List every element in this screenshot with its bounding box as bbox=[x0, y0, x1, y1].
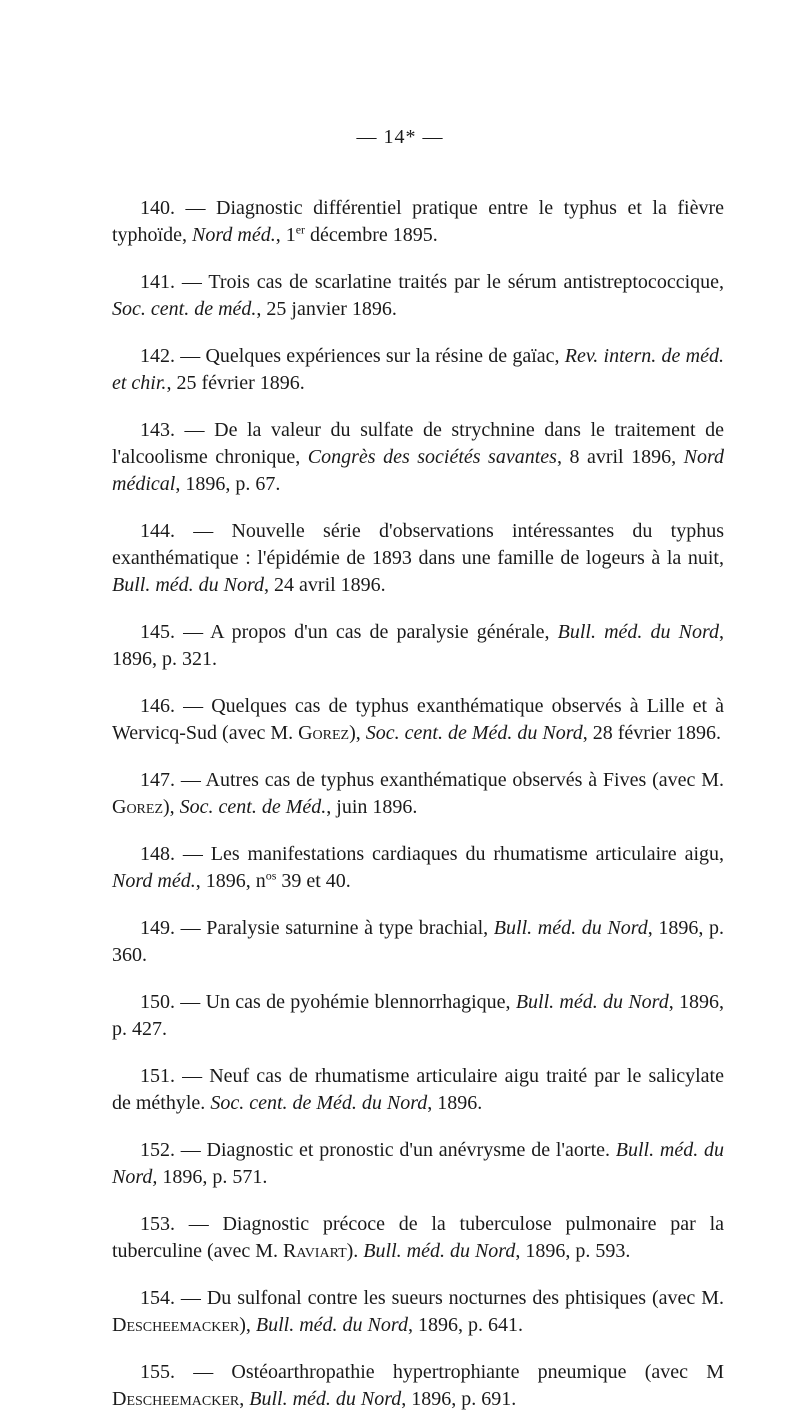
entry-text: Nord méd. bbox=[192, 224, 276, 246]
entry-text: décembre 1895. bbox=[305, 224, 438, 246]
entry-text: , 25 janvier 1896. bbox=[256, 298, 397, 320]
bibliography-entry bbox=[112, 195, 724, 249]
bibliography-entry bbox=[112, 269, 724, 323]
bibliography-entry bbox=[112, 1359, 724, 1413]
bibliography-entry bbox=[112, 1285, 724, 1339]
entry-text: , 1896, n bbox=[195, 870, 266, 892]
entry-text: , 1896, p. 67. bbox=[175, 473, 281, 495]
entry-text: Bull. méd. du Nord bbox=[515, 991, 669, 1013]
entry-text: Bull. méd. du Nord bbox=[249, 1388, 402, 1410]
entry-text: , 1896, p. 641. bbox=[407, 1314, 523, 1336]
entry-text: 141. — Trois cas de scarlatine traités par le sérum antistreptococcique, bbox=[140, 271, 724, 293]
page-number: — 14* — bbox=[356, 126, 444, 148]
entry-text: Bull. méd. du Nord bbox=[493, 917, 648, 939]
entry-text: , 1896, p. 321. bbox=[112, 621, 725, 670]
entry-text: 147. — Autres cas de typhus exanthématique observés à Fives (avec M. bbox=[140, 769, 724, 791]
bibliography-entry bbox=[112, 767, 724, 821]
entry-text: 143. — De la valeur du sulfate de strychnine dans le traitement de l'alcoolisme chronique, bbox=[112, 419, 724, 468]
entry-text: , 28 février 1896. bbox=[582, 722, 722, 744]
bibliography-list bbox=[112, 175, 724, 1424]
entry-text: 154. — Du sulfonal contre les sueurs nocturnes des phtisiques (avec M. bbox=[140, 1287, 724, 1309]
entry-text: Bull. méd. du Nord, bbox=[112, 1139, 724, 1188]
entry-text: ), bbox=[349, 722, 366, 744]
entry-text: Descheemacker bbox=[112, 1388, 240, 1410]
bibliography-entry bbox=[112, 915, 724, 969]
entry-text: , 1896. bbox=[427, 1092, 483, 1114]
entry-text: , 25 février 1896. bbox=[166, 372, 305, 394]
bibliography-entry bbox=[112, 343, 724, 397]
entry-text: , 1896, p. 691. bbox=[401, 1388, 517, 1410]
bibliography-entry bbox=[112, 417, 724, 498]
entry-text: 1896, p. 571. bbox=[157, 1166, 268, 1188]
entry-text: ), bbox=[239, 1314, 256, 1336]
entry-text: Soc. cent. de Méd. du Nord bbox=[365, 722, 583, 744]
entry-text: , 1896, p. 360. bbox=[112, 917, 725, 966]
bibliography-entry bbox=[112, 989, 724, 1043]
entry-text: 148. — Les manifestations cardiaques du rhumatisme articulaire aigu, bbox=[140, 843, 724, 865]
entry-text: 151. — Neuf cas de rhumatisme articulaire aigu traité par le salicylate de méthyle. bbox=[112, 1065, 724, 1114]
bibliography-entry bbox=[112, 518, 724, 599]
entry-text: , 1 bbox=[275, 224, 296, 246]
entry-text: os bbox=[265, 868, 277, 883]
entry-text: Bull. méd. du Nord bbox=[255, 1314, 408, 1336]
entry-text: Bull. méd. du Nord bbox=[112, 574, 265, 596]
entry-text: , 1896, p. 427. bbox=[112, 991, 725, 1040]
bibliography-entry bbox=[112, 1211, 724, 1265]
entry-text: 153. — Diagnostic précoce de la tuberculose pulmonaire par la tuberculine (avec M. bbox=[112, 1213, 724, 1262]
entry-text: Descheemacker bbox=[112, 1314, 240, 1336]
entry-text: Gorez bbox=[112, 796, 163, 818]
entry-text: Soc. cent. de méd. bbox=[112, 298, 257, 320]
entry-text: 39 et 40. bbox=[276, 870, 351, 892]
bibliography-entry bbox=[112, 841, 724, 895]
bibliography-entry bbox=[112, 1063, 724, 1117]
entry-text: , 24 avril 1896. bbox=[264, 574, 386, 596]
entry-text: Nord médical bbox=[112, 446, 724, 495]
entry-text: Nord méd. bbox=[112, 870, 196, 892]
entry-text: 146. — Quelques cas de typhus exanthématique observés à Lille et à Wervicq-Sud (avec M. bbox=[112, 695, 724, 744]
entry-text: Congrès des sociétés savantes bbox=[307, 446, 557, 468]
bibliography-entry bbox=[112, 1137, 724, 1191]
entry-text: , bbox=[239, 1388, 250, 1410]
entry-text: Soc. cent. de Méd. du Nord bbox=[210, 1092, 428, 1114]
entry-text: , 1896, p. 593. bbox=[515, 1240, 631, 1262]
entry-text: Raviart bbox=[283, 1240, 347, 1262]
bibliography-entry bbox=[112, 619, 724, 673]
entry-text: 145. — A propos d'un cas de paralysie générale, bbox=[140, 621, 558, 643]
entry-text: 140. — Diagnostic différentiel pratique entre le typhus et la fièvre typhoïde, bbox=[112, 197, 724, 246]
entry-text: Bull. méd. du Nord bbox=[557, 621, 720, 643]
entry-text: Soc. cent. de Méd. bbox=[179, 796, 327, 818]
entry-text: Gorez bbox=[298, 722, 350, 744]
entry-text: er bbox=[295, 222, 306, 237]
entry-text: ), bbox=[163, 796, 180, 818]
entry-text: 155. — Ostéoarthropathie hypertrophiante pneumique (avec M bbox=[140, 1361, 724, 1383]
entry-text: 142. — Quelques expériences sur la résine de gaïac, bbox=[140, 345, 565, 367]
entry-text: Bull. méd. du Nord bbox=[363, 1240, 516, 1262]
entry-text: , juin 1896. bbox=[326, 796, 418, 818]
entry-text: 150. — Un cas de pyohémie blennorrhagique, bbox=[140, 991, 516, 1013]
entry-text: 149. — Paralysie saturnine à type brachial, bbox=[140, 917, 494, 939]
entry-text: ). bbox=[346, 1240, 364, 1262]
entry-text: , 8 avril 1896, bbox=[556, 446, 684, 468]
bibliography-entry bbox=[112, 693, 724, 747]
entry-text: Rev. intern. de méd. et chir. bbox=[112, 345, 724, 394]
entry-text: 144. — Nouvelle série d'observations intéressantes du typhus exanthématique : l'épidémie de 1893 dans une famille de logeurs à la nuit, bbox=[112, 520, 724, 569]
entry-text: 152. — Diagnostic et pronostic d'un anévrysme de l'aorte. bbox=[140, 1139, 616, 1161]
